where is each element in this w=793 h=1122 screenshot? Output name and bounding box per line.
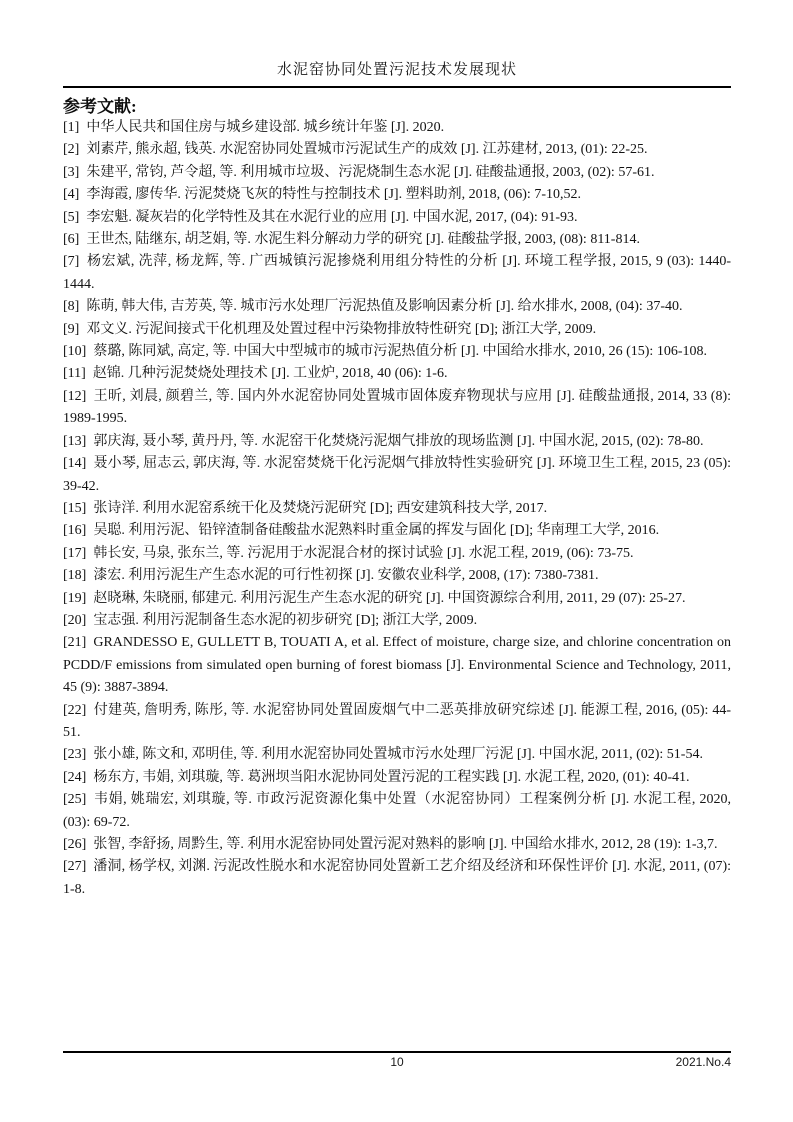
reference-item <box>63 117 731 139</box>
reference-text: 邓文义. 污泥间接式干化机理及处置过程中污染物排放特性研究 [D]; 浙江大学, 2009. <box>86 321 597 337</box>
reference-item <box>63 431 731 453</box>
reference-text: 付建英, 詹明秀, 陈彤, 等. 水泥窑协同处置固废烟气中二恶英排放研究综述 [J]. 能源工程, 2016, (05): 44-51. <box>63 702 731 740</box>
reference-number: [19] <box>63 590 87 606</box>
reference-number: [8] <box>63 299 80 315</box>
reference-number: [13] <box>63 433 87 449</box>
reference-text: 杨东方, 韦娟, 刘琪璇, 等. 葛洲坝当阳水泥协同处置污泥的工程实践 [J]. 水泥工程, 2020, (01): 40-41. <box>93 769 690 785</box>
reference-text: 张智, 李舒扬, 周黔生, 等. 利用水泥窑协同处置污泥对熟料的影响 [J]. 中国给水排水, 2012, 28 (19): 1-3,7. <box>93 837 718 852</box>
reference-text: 宝志强. 利用污泥制备生态水泥的初步研究 [D]; 浙江大学, 2009. <box>93 612 478 628</box>
reference-number: [23] <box>63 747 87 763</box>
reference-number: [12] <box>63 388 87 404</box>
reference-text: 聂小琴, 屈志云, 郭庆海, 等. 水泥窑焚烧干化污泥烟气排放特性实验研究 [J]. 环境卫生工程, 2015, 23 (05): 39-42. <box>63 456 731 494</box>
reference-text: 刘素芹, 熊永超, 钱英. 水泥窑协同处置城市污泥试生产的成效 [J]. 江苏建材, 2013, (01): 22-25. <box>86 142 648 158</box>
page-footer <box>63 1051 731 1075</box>
page-header <box>63 58 731 88</box>
page-number: 10 <box>390 1055 404 1069</box>
reference-number: [14] <box>63 456 87 472</box>
reference-item <box>63 453 731 498</box>
footer-divider <box>63 1051 731 1053</box>
reference-number: [26] <box>63 837 87 852</box>
reference-text: 王昕, 刘晨, 颜碧兰, 等. 国内外水泥窑协同处置城市固体废弃物现状与应用 [J]. 硅酸盐通报, 2014, 33 (8): 1989-1995. <box>63 388 731 427</box>
reference-text: 吴聪. 利用污泥、铅锌渣制备硅酸盐水泥熟料时重金属的挥发与固化 [D]; 华南理工大学, 2016. <box>93 523 660 539</box>
references-list <box>63 117 731 901</box>
reference-number: [25] <box>63 792 87 808</box>
reference-item <box>63 207 731 229</box>
reference-item <box>63 319 731 341</box>
reference-item <box>63 632 731 699</box>
running-title: 水泥窑协同处置污泥技术发展现状 <box>276 62 517 78</box>
references-heading: 参考文献: <box>63 97 137 116</box>
reference-item <box>63 498 731 520</box>
reference-text: 王世杰, 陆继东, 胡芝娟, 等. 水泥生料分解动力学的研究 [J]. 硅酸盐学报, 2003, (08): 811-814. <box>86 232 640 248</box>
reference-text: 韩长安, 马泉, 张东兰, 等. 污泥用于水泥混合材的探讨试验 [J]. 水泥工程, 2019, (06): 73-75. <box>93 545 634 561</box>
reference-text: 张诗洋. 利用水泥窑系统干化及焚烧污泥研究 [D]; 西安建筑科技大学, 2017. <box>93 500 548 516</box>
reference-text: GRANDESSO E, GULLETT B, TOUATI A, et al. Effect of moisture, charge size, and chlorine concentration on PCDD/F emissions from simulated open burning of forest biomass [J]. Environmental Science and Technology, 2011, 45 (9): 3887-3894. <box>63 635 731 696</box>
reference-number: [20] <box>63 612 87 628</box>
reference-number: [22] <box>63 702 87 718</box>
reference-number: [24] <box>63 769 87 785</box>
reference-number: [6] <box>63 232 80 248</box>
reference-number: [15] <box>63 500 87 516</box>
reference-text: 赵锦. 几种污泥焚烧处理技术 [J]. 工业炉, 2018, 40 (06): 1-6. <box>92 366 448 382</box>
reference-item <box>63 700 731 745</box>
reference-item <box>63 251 731 296</box>
reference-text: 朱建平, 常钧, 芦令超, 等. 利用城市垃圾、污泥烧制生态水泥 [J]. 硅酸盐通报, 2003, (02): 57-61. <box>86 164 655 180</box>
reference-item <box>63 139 731 161</box>
reference-item <box>63 341 731 363</box>
reference-number: [2] <box>63 142 80 158</box>
reference-number: [4] <box>63 187 80 203</box>
reference-item <box>63 588 731 610</box>
reference-number: [10] <box>63 344 87 360</box>
reference-item <box>63 363 731 385</box>
reference-number: [5] <box>63 209 80 225</box>
reference-number: [16] <box>63 523 87 539</box>
reference-number: [21] <box>63 635 87 651</box>
reference-number: [27] <box>63 859 87 875</box>
reference-text: 潘洞, 杨学权, 刘渊. 污泥改性脱水和水泥窑协同处置新工艺介绍及经济和环保性评价 [J]. 水泥, 2011, (07): 1-8. <box>63 859 731 897</box>
reference-number: [7] <box>63 254 80 270</box>
reference-number: [17] <box>63 545 87 561</box>
reference-number: [3] <box>63 164 80 180</box>
reference-item <box>63 744 731 766</box>
reference-text: 中华人民共和国住房与城乡建设部. 城乡统计年鉴 [J]. 2020. <box>86 120 445 135</box>
reference-text: 漆宏. 利用污泥生产生态水泥的可行性初探 [J]. 安徽农业科学, 2008, (17): 7380-7381. <box>93 568 599 584</box>
footer-row <box>63 1055 731 1075</box>
reference-text: 韦娟, 姚瑞宏, 刘琪璇, 等. 市政污泥资源化集中处置（水泥窑协同）工程案例分析 [J]. 水泥工程, 2020, (03): 69-72. <box>63 792 731 830</box>
reference-item <box>63 296 731 318</box>
reference-item <box>63 767 731 789</box>
reference-item <box>63 184 731 206</box>
reference-text: 李海霞, 廖传华. 污泥焚烧飞灰的特性与控制技术 [J]. 塑料助剂, 2018, (06): 7-10,52. <box>86 187 581 203</box>
reference-item <box>63 520 731 542</box>
reference-text: 郭庆海, 聂小琴, 黄丹丹, 等. 水泥窑干化焚烧污泥烟气排放的现场监测 [J]. 中国水泥, 2015, (02): 78-80. <box>93 433 704 449</box>
reference-item <box>63 229 731 251</box>
reference-text: 陈萌, 韩大伟, 吉芳英, 等. 城市污水处理厂污泥热值及影响因素分析 [J]. 给水排水, 2008, (04): 37-40. <box>86 299 683 315</box>
reference-number: [9] <box>63 321 80 337</box>
reference-text: 赵晓琳, 朱晓丽, 郁建元. 利用污泥生产生态水泥的研究 [J]. 中国资源综合利用, 2011, 29 (07): 25-27. <box>93 590 686 606</box>
reference-item <box>63 565 731 587</box>
reference-text: 张小雄, 陈文和, 邓明佳, 等. 利用水泥窑协同处置城市污水处理厂污泥 [J]. 中国水泥, 2011, (02): 51-54. <box>93 747 703 763</box>
reference-number: [11] <box>63 366 86 382</box>
header-divider <box>63 86 731 88</box>
reference-item <box>63 789 731 834</box>
reference-number: [18] <box>63 568 87 584</box>
reference-item <box>63 610 731 632</box>
reference-number: [1] <box>63 120 80 135</box>
reference-text: 杨宏斌, 冼萍, 杨龙辉, 等. 广西城镇污泥掺烧利用组分特性的分析 [J]. 环境工程学报, 2015, 9 (03): 1440-1444. <box>63 254 731 292</box>
reference-item <box>63 856 731 901</box>
reference-item <box>63 386 731 431</box>
issue-label: 2021.No.4 <box>675 1055 731 1069</box>
reference-text: 蔡璐, 陈同斌, 高定, 等. 中国大中型城市的城市污泥热值分析 [J]. 中国给水排水, 2010, 26 (15): 106-108. <box>93 344 707 360</box>
reference-item <box>63 162 731 184</box>
reference-text: 李宏魁. 凝灰岩的化学特性及其在水泥行业的应用 [J]. 中国水泥, 2017, (04): 91-93. <box>86 209 578 225</box>
reference-item <box>63 834 731 856</box>
reference-item <box>63 543 731 565</box>
